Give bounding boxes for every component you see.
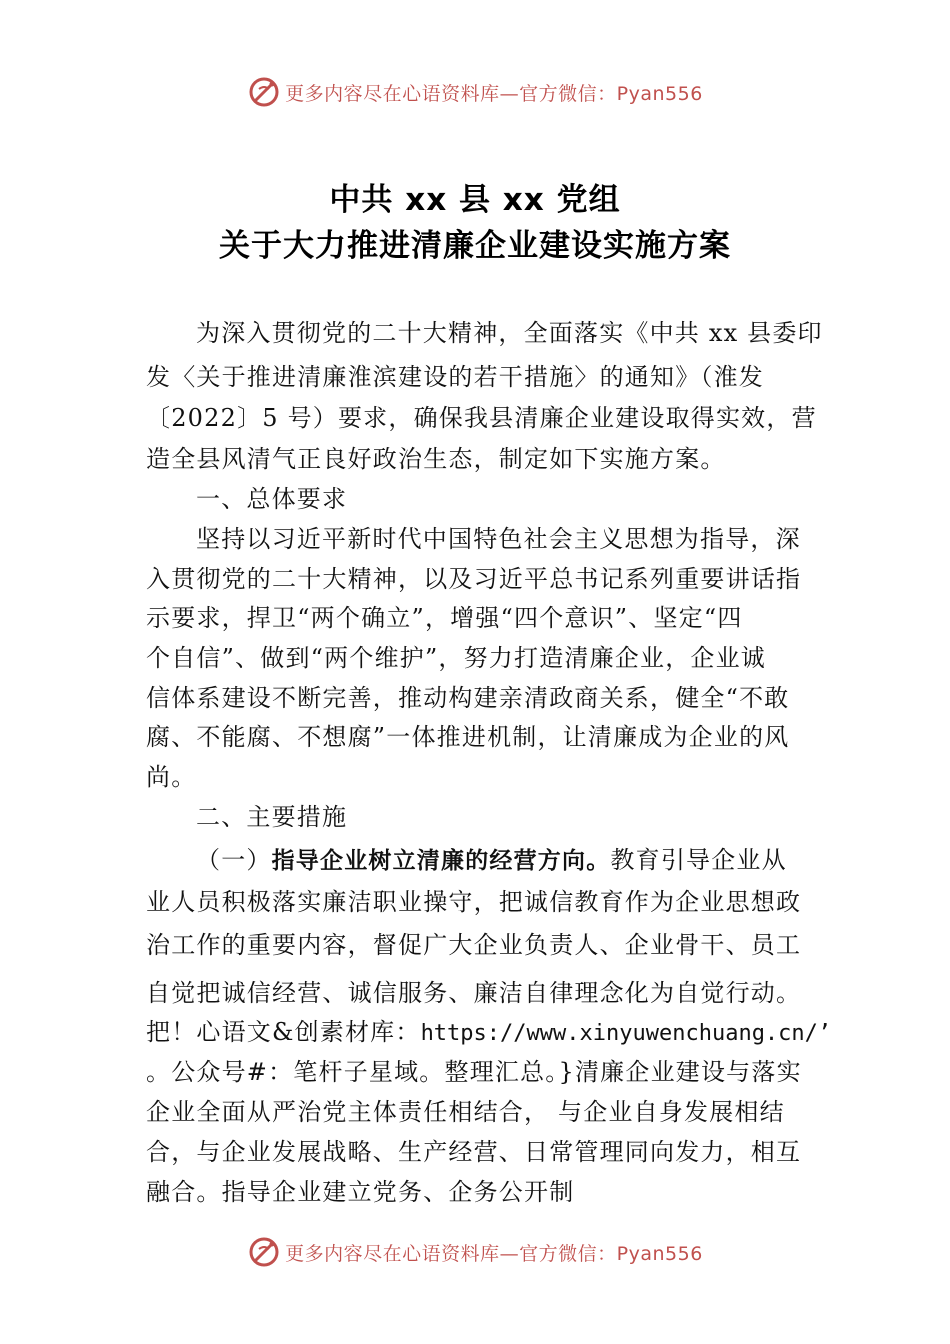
body-line: 治工作的重要内容，督促广大企业负责人、企业骨干、员工 [146, 931, 802, 959]
body-line: 发〈关于推进清廉淮滨建设的若干措施〉的通知》（淮发 [146, 363, 764, 391]
body-line: 入贯彻党的二十大精神，以及习近平总书记系列重要讲话指 [146, 565, 802, 593]
watermark-text: 更多内容尽在心语资料库—官方微信：Pyan556 [285, 1242, 703, 1265]
body-line: 自觉把诚信经营、诚信服务、廉洁自律理念化为自觉行动。 [146, 979, 802, 1007]
body-line: 企业全面从严治党主体责任相结合， 与企业自身发展相结 [146, 1098, 785, 1126]
source-url: https://www.xinyuwenchuang.cn/’ [420, 1021, 832, 1046]
subsection-number: （一） [196, 846, 272, 874]
document-title-line2: 关于大力推进清廉企业建设实施方案 [219, 228, 731, 264]
body-line: 个自信”、做到“两个维护”，努力打造清廉企业，企业诚 [146, 644, 767, 672]
body-line: 。公众号#：笔杆子星域。整理汇总。}清廉企业建设与落实 [146, 1058, 802, 1086]
watermark-text: 更多内容尽在心语资料库—官方微信：Pyan556 [285, 82, 703, 105]
body-line: 合，与企业发展战略、生产经营、日常管理同向发力，相互 [146, 1138, 802, 1166]
header-watermark [0, 72, 950, 112]
body-line: 示要求，捍卫“两个确立”，增强“四个意识”、坚定“四 [146, 604, 743, 632]
section-heading-1: 一、总体要求 [196, 485, 348, 513]
subsection-text: 教育引导企业从 [610, 846, 787, 874]
body-line: 业人员积极落实廉洁职业操守，把诚信教育作为企业思想政 [146, 888, 802, 916]
footer-watermark [0, 1232, 950, 1272]
brush-circle-logo-icon [247, 1235, 281, 1269]
body-line: 尚。 [146, 763, 197, 791]
body-line-with-url: 把！心语文&创素材库：https://www.xinyuwenchuang.cn/’ [146, 1018, 832, 1046]
body-line: 腐、不能腐、不想腐”一体推进机制，让清廉成为企业的风 [146, 723, 790, 751]
document-title-line1: 中共 xx 县 xx 党组 [329, 182, 621, 218]
body-line: 造全县风清气正良好政治生态，制定如下实施方案。 [146, 445, 726, 473]
body-line: 融合。指导企业建立党务、企务公开制 [146, 1178, 575, 1206]
subsection-heading: 指导企业树立清廉的经营方向。 [271, 848, 611, 874]
body-line: 坚持以习近平新时代中国特色社会主义思想为指导，深 [196, 525, 801, 553]
body-line: 〔2022〕5 号）要求，确保我县清廉企业建设取得实效，营 [146, 404, 817, 432]
body-line: 为深入贯彻党的二十大精神，全面落实《中共 xx 县委印 [196, 319, 823, 347]
section-heading-2: 二、主要措施 [196, 803, 348, 831]
brush-circle-logo-icon [247, 75, 281, 109]
subsection-line [196, 845, 886, 876]
body-line: 信体系建设不断完善，推动构建亲清政商关系，健全“不敢 [146, 684, 790, 712]
